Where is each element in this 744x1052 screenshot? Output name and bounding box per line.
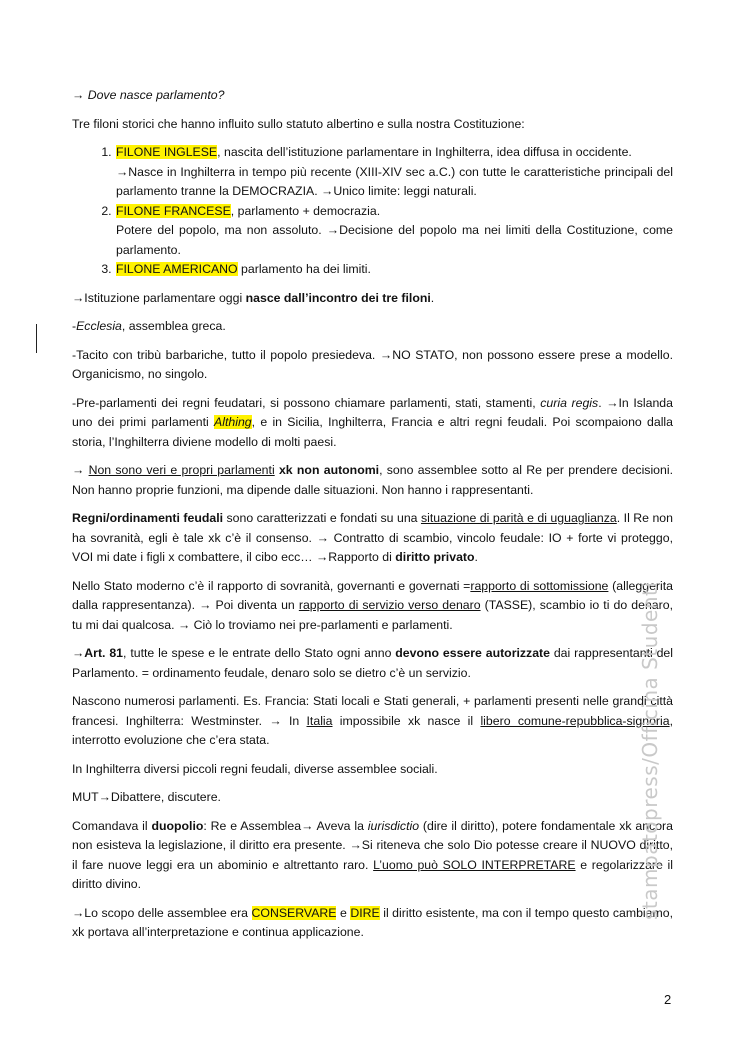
paragraph-comandava: Comandava il duopolio: Re e Assemblea→ Aveva la iurisdictio (dire il diritto), potere fondamentale xk ancora non esisteva la legislazione, il diritto era presente. →Si riteneva che solo Dio potesse creare il NUOVO diritto, il fare nuove leggi era un abominio e altrettanto raro. L’uomo può SOLO INTERPRETARE e regolarizzare il diritto divino. xyxy=(72,818,674,891)
page-number: 2 xyxy=(664,992,672,1007)
paragraph-regni: Regni/ordinamenti feudali sono caratterizzati e fondati su una situazione di parità e di uguaglianza. Il Re non ha sovranità, egli è tale xk c’è il consenso. → Contratto di scambio, vincolo feudale: IO + forte vi proteggo, VOI mi date i figli x combattere, il cibo ecc… →Rapporto di diritto privato. xyxy=(72,511,673,564)
list-item: 2. FILONE FRANCESE, parlamento + democrazia. Potere del popolo, ma non assoluto. →Decisione del popolo ma nei limiti della Costituzione, come parlamento. xyxy=(115,202,673,261)
list-item: 3. FILONE AMERICANO parlamento ha dei limiti. xyxy=(115,260,673,280)
filoni-list xyxy=(72,143,673,280)
paragraph-stato: Nello Stato moderno c’è il rapporto di sovranità, governanti e governati =rapporto di sottomissione (alleggerita dalla rappresentanza). → Poi diventa un rapporto di servizio verso denaro (TASSE), scambio io ti do denaro, tu mi dai qualcosa. → Ciò lo troviamo nei pre-parlamenti e parlamenti. xyxy=(72,578,673,632)
highlight: FILONE FRANCESE xyxy=(116,203,231,218)
paragraph-istituzione: →Istituzione parlamentare oggi nasce dall’incontro dei tre filoni. xyxy=(72,290,435,305)
paragraph-inghilterra: In Inghilterra diversi piccoli regni feudali, diverse assemblee sociali. xyxy=(72,761,438,776)
text-cursor xyxy=(36,324,37,353)
paragraph-ecclesia: -Ecclesia, assemblea greca. xyxy=(72,319,226,333)
highlight: CONSERVARE xyxy=(251,905,337,920)
paragraph-nascono: Nascono numerosi parlamenti. Es. Francia: Stati locali e Stati generali, + parlamenti presenti nelle grandi città francesi. Inghilterra: Westminster. → In Italia impossibile xk nasce il libero comune-repubblica-signoria, interrotto evoluzione che c’era stata. xyxy=(72,694,674,747)
paragraph-non-veri: → Non sono veri e propri parlamenti xk non autonomi, sono assemblee sotto al Re per prendere decisioni. Non hanno proprie funzioni, ma dipende dalle situazioni. Non hanno i rappresentanti. xyxy=(72,463,674,497)
intro-paragraph: Tre filoni storici che hanno influito sullo statuto albertino e sulla nostra Costituzione: xyxy=(72,116,525,131)
list-item: 1. FILONE INGLESE, nascita dell’istituzione parlamentare in Inghilterra, idea diffusa in occidente. →Nasce in Inghilterra in tempo più recente (XIII-XIV sec a.C.) con tutte le caratteristiche principali del parlamento tranne la DEMOCRAZIA. →Unico limite: leggi naturali. xyxy=(115,143,673,202)
document-page xyxy=(72,86,673,952)
highlight: FILONE INGLESE xyxy=(116,145,218,159)
highlight: DIRE xyxy=(350,905,380,920)
watermark: stampatopress/Officina Studenti xyxy=(638,581,662,920)
highlight: FILONE AMERICANO xyxy=(116,262,238,276)
paragraph-art81: →Art. 81, tutte le spese e le entrate dello Stato ogni anno devono essere autorizzate dai rappresentanti del Parlamento. = ordinamento feudale, denaro solo se dietro c’è un servizio. xyxy=(72,646,674,680)
paragraph-scopo: →Lo scopo delle assemblee era CONSERVARE e DIRE il diritto esistente, ma con il tempo questo cambiamo, xk portava all’interpretazione e continua applicazione. xyxy=(72,905,673,939)
section-heading: → Dove nasce parlamento? xyxy=(72,88,225,102)
paragraph-mut: MUT→Dibattere, discutere. xyxy=(72,790,221,804)
paragraph-tacito: -Tacito con tribù barbariche, tutto il popolo presiedeva. →NO STATO, non possono essere prese a modello. Organicismo, no singolo. xyxy=(72,347,673,381)
highlight: Althing xyxy=(214,415,252,429)
paragraph-preparlamenti: -Pre-parlamenti dei regni feudatari, si possono chiamare parlamenti, stati, stamenti, curia regis. →In Islanda uno dei primi parlamenti Althing, e in Sicilia, Inghilterra, Francia e altri regni feudali. Poi scompaiono dalla storia, l’Inghilterra diviene modello di molti paesi. xyxy=(72,395,673,449)
